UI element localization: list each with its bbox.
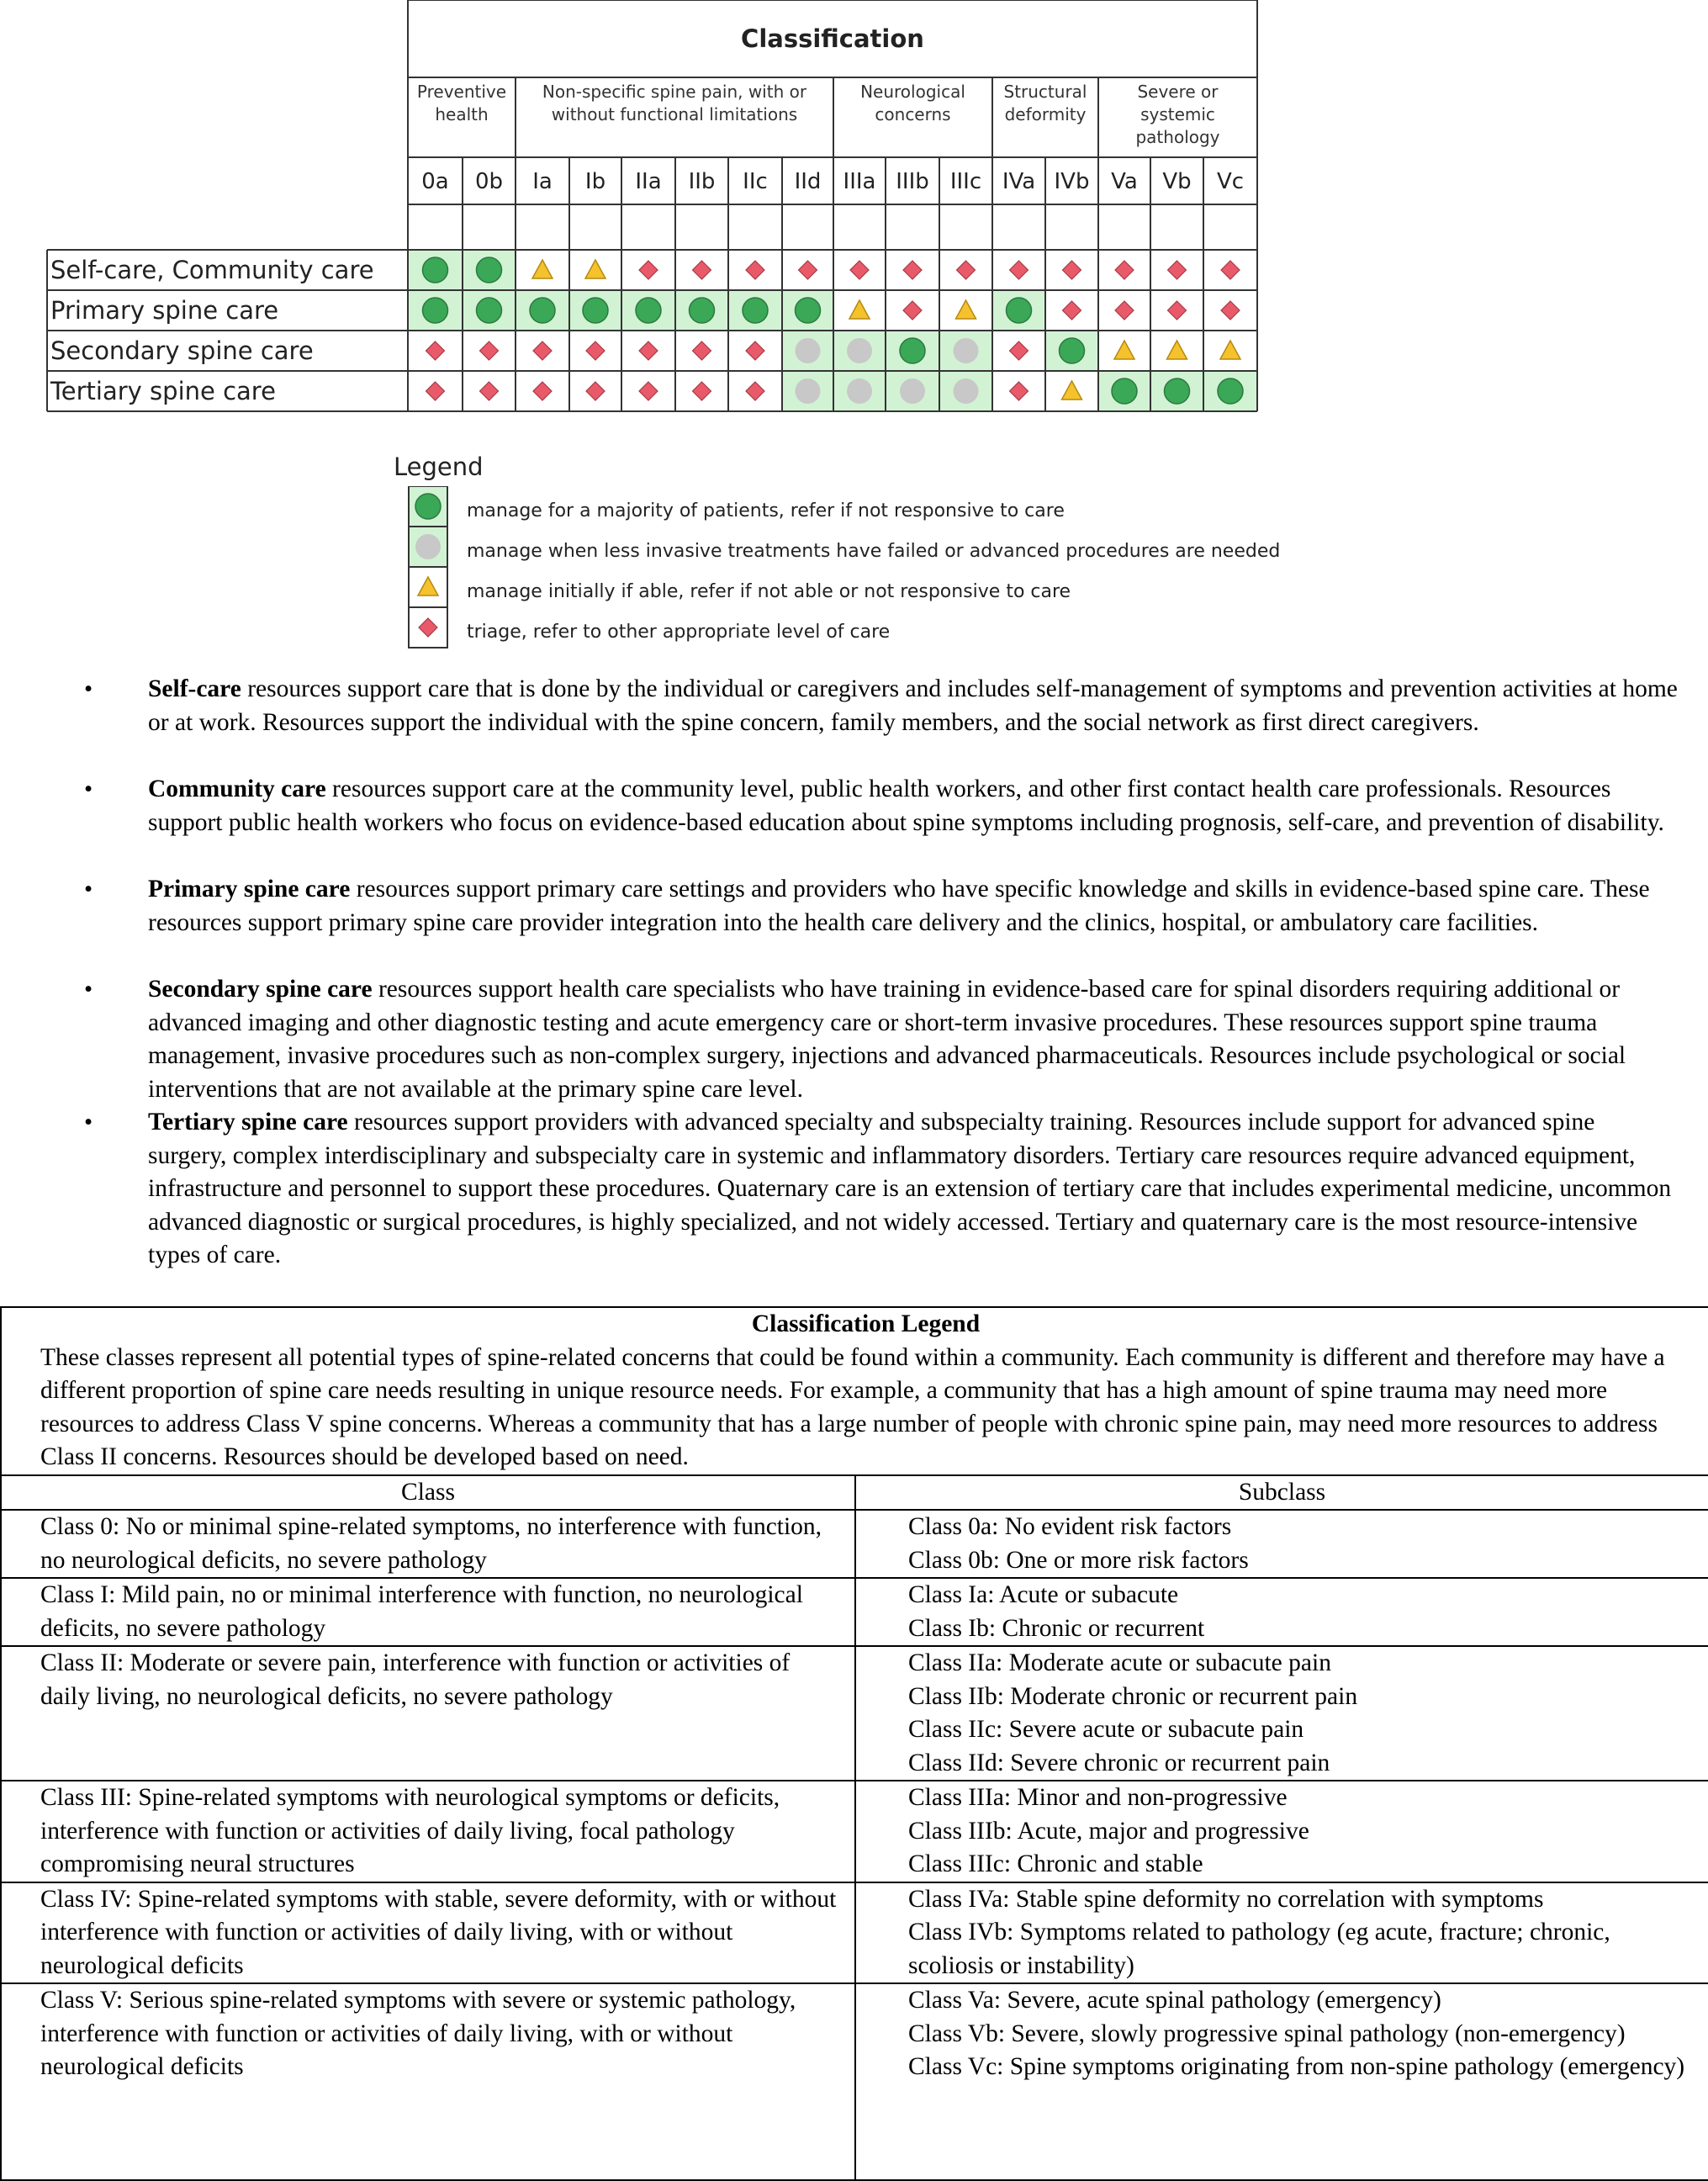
care-level-label: Self-care, Community care	[50, 256, 374, 284]
table-row	[1, 1983, 1708, 2180]
green-circle-icon	[583, 298, 608, 323]
subclass-label: 0b	[474, 169, 504, 194]
care-level-label: Secondary spine care	[50, 336, 314, 365]
green-circle-icon	[900, 338, 925, 363]
table-row	[1, 1781, 1708, 1882]
subclass-label: Ia	[532, 169, 553, 194]
red-diamond-icon	[1063, 261, 1081, 279]
subclass-label: Vc	[1216, 169, 1245, 194]
legend-item-text: manage initially if able, refer if not able or not responsive to care	[467, 580, 1071, 602]
subclass-item: Class Ib: Chronic or recurrent	[908, 1614, 1205, 1642]
bullet-icon: •	[84, 675, 93, 702]
green-circle-icon	[1218, 378, 1243, 404]
yellow-triangle-icon	[585, 260, 605, 278]
list-item	[84, 973, 1679, 1106]
red-diamond-icon	[850, 261, 869, 279]
green-circle-icon	[1007, 298, 1032, 323]
bullet-icon: •	[84, 1109, 93, 1135]
subclass-cell	[855, 1983, 1708, 2180]
red-diamond-icon	[480, 382, 499, 400]
class-cell: Class V: Serious spine-related symptoms with severe or systemic pathology, interference with function or activities of daily living, with or without neurological deficits	[1, 1983, 855, 2180]
red-diamond-icon	[586, 341, 605, 360]
list-item	[84, 1106, 1679, 1273]
red-diamond-icon	[746, 261, 764, 279]
grey-circle-icon	[796, 378, 821, 404]
list-item-text: resources support health care specialists who have training in evidence-based care for spinal disorders requiring additional or advanced imaging and other diagnostic testing and acute emergency care or short-term invasive procedures. These resources support spine trauma management, invasive procedures such as non-complex surgery, injections and advanced pharmaceuticals. Resources include psychological or social interventions that are not available at the primary spine care level.	[148, 976, 1626, 1103]
red-diamond-icon	[1115, 301, 1134, 320]
red-diamond-icon	[639, 341, 658, 360]
red-diamond-icon	[1010, 382, 1029, 400]
table-row	[1, 1646, 1708, 1781]
green-circle-icon	[1060, 338, 1085, 363]
legend-title: Legend	[394, 453, 484, 481]
yellow-triangle-icon	[1114, 341, 1134, 359]
red-diamond-icon	[957, 261, 976, 279]
subclass-label: IIIb	[896, 169, 929, 194]
list-item-term: Secondary spine care	[148, 976, 373, 1003]
column-header-subclass: Subclass	[855, 1475, 1708, 1511]
subclass-item: Class IIIb: Acute, major and progressive	[908, 1817, 1309, 1845]
group-label: Neurological concerns	[860, 82, 965, 124]
subclass-cell	[855, 1510, 1708, 1578]
red-diamond-icon	[426, 382, 445, 400]
list-item-term: Tertiary spine care	[148, 1109, 348, 1135]
subclass-item: Class Ia: Acute or subacute	[908, 1581, 1179, 1608]
legend-icons	[404, 486, 471, 654]
bullet-icon: •	[84, 776, 93, 802]
class-cell: Class IV: Spine-related symptoms with stable, severe deformity, with or without interference with function or activities of daily living, with or without neurological deficits	[1, 1882, 855, 1984]
yellow-triangle-icon	[849, 300, 870, 319]
subclass-label: IIb	[688, 169, 716, 194]
legend-item-text: triage, refer to other appropriate level of care	[467, 621, 891, 643]
red-diamond-icon	[1063, 301, 1081, 320]
classification-matrix	[0, 0, 1261, 412]
subclass-label: Va	[1111, 169, 1138, 194]
red-diamond-icon	[639, 382, 658, 400]
green-circle-icon	[1112, 378, 1137, 404]
red-diamond-icon	[1221, 261, 1240, 279]
red-diamond-icon	[746, 341, 764, 360]
red-diamond-icon	[480, 341, 499, 360]
table-header-cell	[1, 1307, 1708, 1475]
red-diamond-icon	[693, 261, 711, 279]
red-diamond-icon	[1115, 261, 1134, 279]
grey-circle-icon	[847, 338, 872, 363]
legend-item-text: manage when less invasive treatments have failed or advanced procedures are needed	[467, 540, 1281, 562]
list-item	[84, 873, 1679, 940]
subclass-cell	[855, 1578, 1708, 1646]
grey-circle-icon	[954, 338, 979, 363]
column-header-class: Class	[1, 1475, 855, 1511]
group-label: Structural deformity	[1003, 82, 1087, 124]
red-diamond-icon	[1221, 301, 1240, 320]
list-item-term: Community care	[148, 776, 326, 802]
subclass-label: 0a	[421, 169, 449, 194]
group-label: Non-specific spine pain, with or without functional limitations	[542, 82, 807, 124]
class-cell: Class 0: No or minimal spine-related symptoms, no interference with function, no neurological deficits, no severe pathology	[1, 1510, 855, 1578]
subclass-cell	[855, 1646, 1708, 1781]
red-diamond-icon	[693, 382, 711, 400]
subclass-item: Class IId: Severe chronic or recurrent pain	[908, 1749, 1330, 1776]
table-description: These classes represent all potential types of spine-related concerns that could be found within a community. Each community is different and therefore may have a different proportion of spine care needs resulting in unique resource needs. For example, a community that has a high amount of spine trauma may need more resources to address Class V spine concerns. Whereas a community that has a large number of people with chronic spine pain, may need more resources to address Class II concerns. Resources should be developed based on need.	[40, 1343, 1665, 1470]
subclass-item: Class IVa: Stable spine deformity no correlation with symptoms	[908, 1885, 1544, 1913]
red-diamond-icon	[639, 261, 658, 279]
subclass-item: Class IIa: Moderate acute or subacute pain	[908, 1649, 1331, 1676]
red-diamond-icon	[419, 618, 437, 637]
green-circle-icon	[423, 298, 448, 323]
class-cell: Class I: Mild pain, no or minimal interference with function, no neurological deficits, no severe pathology	[1, 1578, 855, 1646]
list-item-text: resources support providers with advanced specialty and subspecialty training. Resources include support for advanced spine surgery, complex interdisciplinary and subspecialty care in systemic and inflammatory disorders. Tertiary care resources require advanced equipment, infrastructure and personnel to support these procedures. Quaternary care is an extension of tertiary care that includes experimental medicine, uncommon advanced diagnostic or surgical procedures, is highly specialized, and not widely accessed. Tertiary and quaternary care is the most resource-intensive types of care.	[148, 1109, 1672, 1268]
subclass-label: Vb	[1162, 169, 1192, 194]
grey-circle-icon	[415, 534, 441, 559]
green-circle-icon	[636, 298, 661, 323]
subclass-item: Class IIIa: Minor and non-progressive	[908, 1784, 1288, 1811]
subclass-label: IIa	[635, 169, 662, 194]
table-row	[1, 1510, 1708, 1578]
subclass-label: IId	[794, 169, 822, 194]
bullet-icon: •	[84, 876, 93, 903]
subclass-item: Class IIIc: Chronic and stable	[908, 1850, 1203, 1877]
yellow-triangle-icon	[1220, 341, 1240, 359]
class-cell: Class II: Moderate or severe pain, interference with function or activities of daily living, no neurological deficits, no severe pathology	[1, 1646, 855, 1781]
yellow-triangle-icon	[1062, 381, 1082, 400]
care-level-label: Tertiary spine care	[50, 377, 276, 405]
subclass-label: IVa	[1002, 169, 1036, 194]
bullet-icon: •	[84, 976, 93, 1003]
red-diamond-icon	[586, 382, 605, 400]
red-diamond-icon	[1010, 341, 1029, 360]
green-circle-icon	[796, 298, 821, 323]
legend-item-text: manage for a majority of patients, refer if not responsive to care	[467, 500, 1065, 521]
red-diamond-icon	[799, 261, 817, 279]
yellow-triangle-icon	[532, 260, 553, 278]
grey-circle-icon	[847, 378, 872, 404]
green-circle-icon	[690, 298, 715, 323]
red-diamond-icon	[693, 341, 711, 360]
red-diamond-icon	[533, 341, 552, 360]
subclass-item: Class Vb: Severe, slowly progressive spinal pathology (non-emergency)	[908, 2020, 1626, 2047]
red-diamond-icon	[746, 382, 764, 400]
list-item	[84, 673, 1679, 739]
red-diamond-icon	[903, 261, 922, 279]
list-item-term: Primary spine care	[148, 876, 351, 903]
list-item	[84, 773, 1679, 839]
group-label: Severe or systemic pathology	[1135, 82, 1220, 147]
table-title: Classification Legend	[751, 1310, 981, 1337]
green-circle-icon	[477, 257, 502, 283]
subclass-item: Class IIb: Moderate chronic or recurrent pain	[908, 1682, 1358, 1710]
subclass-cell	[855, 1882, 1708, 1984]
group-label: Preventive health	[416, 82, 507, 124]
subclass-label: IIc	[743, 169, 768, 194]
subclass-label: Ib	[584, 169, 606, 194]
green-circle-icon	[415, 494, 441, 519]
subclass-item: Class 0b: One or more risk factors	[908, 1546, 1249, 1574]
red-diamond-icon	[426, 341, 445, 360]
green-circle-icon	[530, 298, 555, 323]
table-row	[1, 1578, 1708, 1646]
matrix-title: Classification	[741, 24, 924, 53]
green-circle-icon	[423, 257, 448, 283]
subclass-label: IIIa	[843, 169, 876, 194]
red-diamond-icon	[1168, 261, 1187, 279]
green-circle-icon	[477, 298, 502, 323]
yellow-triangle-icon	[956, 300, 976, 319]
grey-circle-icon	[900, 378, 925, 404]
subclass-item: Class 0a: No evident risk factors	[908, 1513, 1232, 1540]
subclass-item: Class Vc: Spine symptoms originating from non-spine pathology (emergency)	[908, 2053, 1685, 2080]
list-item-term: Self-care	[148, 675, 241, 702]
red-diamond-icon	[1168, 301, 1187, 320]
subclass-label: IVb	[1054, 169, 1090, 194]
list-item-text: resources support care at the community level, public health workers, and other first contact health care professionals. Resources support public health workers who focus on evidence-based education about spine symptoms including prognosis, self-care, and prevention of disability.	[148, 776, 1664, 836]
yellow-triangle-icon	[418, 577, 438, 596]
subclass-item: Class Va: Severe, acute spinal pathology (emergency)	[908, 1987, 1441, 2014]
red-diamond-icon	[903, 301, 922, 320]
class-cell: Class III: Spine-related symptoms with neurological symptoms or deficits, interference with function or activities of daily living, focal pathology compromising neural structures	[1, 1781, 855, 1882]
subclass-item: Class IIc: Severe acute or subacute pain	[908, 1716, 1304, 1743]
red-diamond-icon	[1010, 261, 1029, 279]
green-circle-icon	[743, 298, 768, 323]
subclass-item: Class IVb: Symptoms related to pathology (eg acute, fracture; chronic, scoliosis or instability)	[908, 1919, 1610, 1979]
grey-circle-icon	[954, 378, 979, 404]
grey-circle-icon	[796, 338, 821, 363]
subclass-label: IIIc	[949, 169, 982, 194]
red-diamond-icon	[533, 382, 552, 400]
table-row	[1, 1882, 1708, 1984]
subclass-cell	[855, 1781, 1708, 1882]
list-item-text: resources support care that is done by the individual or caregivers and includes self-management of symptoms and prevention activities at home or at work. Resources support the individual with the spine concern, family members, and the social network as first direct caregivers.	[148, 675, 1678, 736]
yellow-triangle-icon	[1167, 341, 1187, 359]
care-level-label: Primary spine care	[50, 296, 279, 325]
green-circle-icon	[1165, 378, 1190, 404]
list-item-text: resources support primary care settings and providers who have specific knowledge and skills in evidence-based spine care. These resources support primary spine care provider integration into the health care delivery and the clinics, hospital, or ambulatory care facilities.	[148, 876, 1650, 936]
classification-legend-table	[0, 1306, 1708, 2181]
